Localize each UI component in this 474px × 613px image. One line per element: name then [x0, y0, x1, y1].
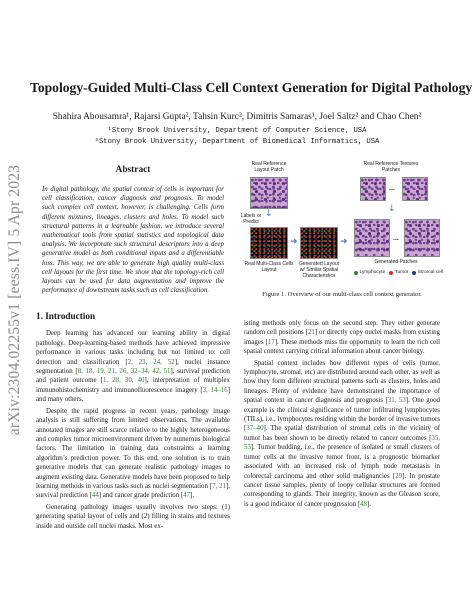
arxiv-stamp: [4, 150, 26, 450]
legend-label: Tumor: [394, 270, 409, 275]
author-list: Shahira Abousamra¹, Rajarsi Gupta², Tahsin Kurc², Dimitris Samaras¹, Joel Saltz² and Chao Chen²: [52, 112, 422, 122]
citation-link[interactable]: 48: [360, 500, 368, 508]
paper-title: Topology-Guided Multi-Class Cell Context Generation for Digital Pathology: [30, 80, 473, 95]
legend-item-lymphocyte: [354, 268, 385, 277]
figure-caption: Figure 1. Overview of our multi-class cell context generator.: [262, 291, 422, 298]
generated-he-patch: [354, 219, 390, 257]
texture-patch: [360, 177, 386, 201]
citation-link[interactable]: 3, 14–16: [202, 386, 228, 394]
affiliation-1: ¹Stony Brook University, Department of Computer Science, USA: [107, 127, 367, 135]
citation-link[interactable]: 44: [91, 492, 99, 500]
intro-paragraph: Deep learning has advanced our learning ability in digital pathology. Deep-learning-based methods have achieved impressive performance in various tasks including but not limited to: cell detection and classification [2, 23, 24, 52], nuclei instance segmentation [8, 18, 19, 21, 26, 32–34, 42, 51], survival prediction and patient outcome [1, 28, 30, 40], interpretation of multiplex immunohistochemistry and immunofluorescence imagery [3, 14–16] and many others.: [36, 330, 230, 404]
citation-link[interactable]: 21: [307, 329, 315, 337]
right-column: [240, 155, 443, 511]
fig-label-real-multiclass-layout: Real Multi-Class Cells Layout: [244, 261, 294, 273]
fig-label-generated-layout: Generated Layout w/ Similar Spatial Characteristics: [298, 261, 340, 279]
texture-patch: [402, 177, 428, 201]
citation-link[interactable]: 1, 28, 30, 40: [102, 377, 145, 385]
overview-figure: [240, 155, 443, 283]
legend-swatch: [412, 271, 416, 275]
citation-link[interactable]: 8, 18, 19, 21, 26, 32–34, 42, 51: [77, 368, 171, 376]
citation-link[interactable]: 2, 23, 24, 52: [127, 358, 175, 366]
intro-paragraph: Generating pathology images usually involves two steps: (1) generating spatial layout of cells and (2) filling in stains and textures inside and outside cell nuclei masks. Most ex-: [36, 503, 230, 530]
citation-link[interactable]: 7, 21: [212, 482, 226, 490]
fig-label-reference-textures: Real Reference Textures Patches: [363, 161, 419, 173]
generated-he-patch: [404, 219, 440, 257]
abstract-text: In digital pathology, the spatial context of cells is important for cell classification, cancer diagnosis and prognosis. To model such complex cell context, however, is challenging. Cells form different mixtures, lineages, clusters and holes. To model such structural patterns in a learnable fashion, we introduce several mathematical tools from spatial statistics and topological data analysis. We incorporate such structural descriptors into a deep generative model as both conditional inputs and a differentiable loss. This way, we are able to generate high quality multi-class cell layouts for the first time. We show that the topology-rich cell layouts can be used for data augmentation and improve the performance of downstream tasks such as cell classification.: [42, 186, 224, 295]
legend-item-stromal: [412, 268, 443, 277]
intro-paragraph: isting methods only focus on the second step. They either generate random cell positions [21] or directly copy nuclei masks from existing images [17]. These methods miss the opportunity to learn the rich cell spatial context carrying critical information about cancer biology.: [244, 320, 440, 356]
legend-item-tumor: [389, 268, 408, 277]
legend-swatch: [389, 271, 393, 275]
arxiv-stamp-text: arXiv:2304.02255v1 [eess.IV] 5 Apr 2023: [6, 164, 23, 436]
right-arrow-icon: ➜: [340, 237, 348, 247]
fig-label-real-reference-layout: Real Reference Layout Patch: [251, 161, 287, 173]
ellipsis-dots: ...: [393, 235, 399, 242]
fig-label-generated-patches: Generated Patches: [374, 259, 418, 265]
abstract-heading: Abstract: [115, 165, 151, 175]
ellipsis-dots: ...: [389, 185, 395, 192]
generated-layout-patch: [300, 227, 338, 259]
affiliation-2: ²Stony Brook University, Department of Biomedical Informatics, USA: [94, 138, 380, 146]
left-column: [36, 165, 230, 533]
down-arrow-icon: ↓: [265, 209, 273, 219]
fig-label-labels-or-predict: Labels or Predict: [240, 213, 262, 225]
real-layout-patch: [250, 227, 288, 259]
right-arrow-icon: ➜: [290, 237, 298, 247]
legend-swatch: [354, 271, 358, 275]
down-arrow-icon: ↓: [388, 204, 396, 214]
citation-link[interactable]: 29: [395, 472, 403, 480]
intro-paragraph: Despite the rapid progress in recent years, pathology image analysis is still suffering from limited observations. The available annotated images are still scarce relative to the highly heterogeneous and complex tumor microenvironment driven by numerous biological factors. The limitation in training data constraints a learning algorithm’s prediction power. To this end, one solution is to train generative models that can generate realistic pathology images to augment existing data. Generative models have been proposed to help learning methods in various tasks such as nuclei segmentation [7, 21], survival prediction [44] and cancer grade prediction [47].: [36, 407, 230, 500]
figure-legend: [354, 268, 443, 277]
citation-link[interactable]: 37–40: [246, 425, 264, 433]
citation-link[interactable]: 17: [267, 338, 275, 346]
citation-link[interactable]: 31, 53: [387, 397, 406, 405]
citation-link[interactable]: 35, 53: [244, 434, 440, 452]
legend-label: Stromal cell: [417, 270, 443, 275]
legend-label: Lymphocyte: [359, 270, 386, 275]
citation-link[interactable]: 47: [183, 492, 191, 500]
introduction-heading: 1. Introduction: [36, 311, 96, 322]
reference-he-patch: [250, 177, 288, 209]
intro-paragraph: Spatial context includes how different types of cells (tumor, lymphocyte, stromal, etc) are distributed around each other, as well as how they form different structural patterns such as clusters, holes and lineages. Plenty of evidence have demonstrated the importance of spatial context in cancer diagnosis and prognosis [31, 53]. One good example is the clinical significance of tumor infiltrating lymphocytes (TILs), i.e., lymphocytes residing within the border of invasive tumors [37–40]. The spatial distribution of stromal cells in the vicinity of tumor has been shown to be directly related to cancer outcomes [35, 53]. Tumor budding, i.e., the presence of isolated or small clusters of tumor cells at the invasive tumor front, is a prognostic biomarker associated with an increased risk of lymph node metastasis in colorectal carcinoma and other solid malignancies [29]. In prostate cancer tissue samples, plenty of loopy cellular structures are formed corresponding to glands. Their integrity, known as the Gleason score, is a good indicator of cancer progression [48].: [244, 359, 440, 508]
